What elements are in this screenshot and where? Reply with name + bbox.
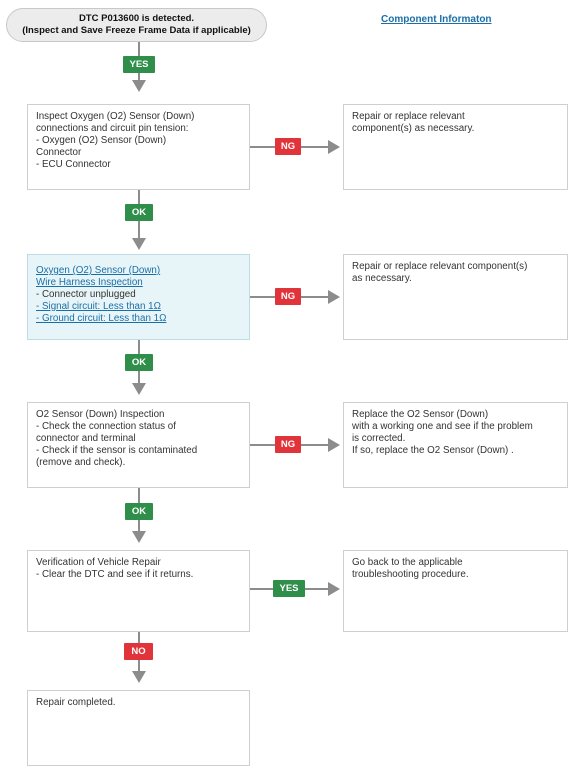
start-title: DTC P013600 is detected. xyxy=(78,13,195,24)
result-line: Repair or replace relevant component(s) xyxy=(352,261,528,272)
step-line: - Oxygen (O2) Sensor (Down) xyxy=(36,135,167,146)
wire-harness-inspection-link[interactable]: Wire Harness Inspection xyxy=(36,277,143,288)
step-line: - Clear the DTC and see if it returns. xyxy=(36,569,194,580)
arrow-down-icon xyxy=(132,383,146,395)
connector xyxy=(250,588,274,590)
arrow-down-icon xyxy=(132,238,146,250)
connector xyxy=(301,296,329,298)
ng-badge: NG xyxy=(275,436,301,453)
step-line: - Check the connection status of xyxy=(36,421,176,432)
result-line: Repair or replace relevant xyxy=(352,111,465,122)
result-box-replace-sensor xyxy=(343,402,568,488)
connector xyxy=(138,340,140,354)
arrow-right-icon xyxy=(328,438,340,452)
step-box-connector-inspection xyxy=(27,104,250,190)
ok-badge: OK xyxy=(125,204,153,221)
connector xyxy=(305,588,329,590)
yes-badge: YES xyxy=(123,56,155,73)
step-line: Inspect Oxygen (O2) Sensor (Down) xyxy=(36,111,195,122)
signal-circuit-link[interactable]: - Signal circuit: Less than 1Ω xyxy=(36,301,161,312)
ok-badge: OK xyxy=(125,503,153,520)
connector xyxy=(301,444,329,446)
step-line: Verification of Vehicle Repair xyxy=(36,557,161,568)
result-line: Go back to the applicable xyxy=(352,557,463,568)
connector xyxy=(138,488,140,504)
result-line: troubleshooting procedure. xyxy=(352,569,469,580)
result-line: If so, replace the O2 Sensor (Down) . xyxy=(352,445,514,456)
step-line: (remove and check). xyxy=(36,457,126,468)
ground-circuit-link[interactable]: - Ground circuit: Less than 1Ω xyxy=(36,313,167,324)
step-line: O2 Sensor (Down) Inspection xyxy=(36,409,165,420)
connector xyxy=(250,444,276,446)
step-box-verification xyxy=(27,550,250,632)
connector xyxy=(301,146,329,148)
step-line: - Connector unplugged xyxy=(36,289,136,300)
ng-badge: NG xyxy=(275,138,301,155)
arrow-down-icon xyxy=(132,531,146,543)
start-node xyxy=(6,8,267,42)
result-box-repair-replace xyxy=(343,254,568,340)
step-line: - Check if the sensor is contaminated xyxy=(36,445,198,456)
connector xyxy=(250,146,276,148)
result-line: Replace the O2 Sensor (Down) xyxy=(352,409,489,420)
step-line: Connector xyxy=(36,147,82,158)
result-line: with a working one and see if the problem xyxy=(352,421,533,432)
arrow-right-icon xyxy=(328,290,340,304)
start-subtitle: (Inspect and Save Freeze Frame Data if applicable) xyxy=(22,25,251,36)
step-box-repair-completed xyxy=(27,690,250,766)
result-box-go-back xyxy=(343,550,568,632)
step-line: connections and circuit pin tension: xyxy=(36,123,189,134)
connector xyxy=(138,190,140,204)
arrow-down-icon xyxy=(132,671,146,683)
arrow-down-icon xyxy=(132,80,146,92)
step-box-wire-harness-inspection xyxy=(27,254,250,340)
arrow-right-icon xyxy=(328,582,340,596)
result-line: as necessary. xyxy=(352,273,412,284)
no-badge: NO xyxy=(124,643,153,660)
ng-badge: NG xyxy=(275,288,301,305)
step-line: connector and terminal xyxy=(36,433,136,444)
step-box-o2-sensor-inspection xyxy=(27,402,250,488)
result-box-repair-replace xyxy=(343,104,568,190)
yes-badge: YES xyxy=(273,580,305,597)
wire-harness-inspection-link[interactable]: Oxygen (O2) Sensor (Down) xyxy=(36,265,161,276)
step-line: Repair completed. xyxy=(36,697,116,708)
ok-badge: OK xyxy=(125,354,153,371)
connector xyxy=(250,296,276,298)
step-line: - ECU Connector xyxy=(36,159,111,170)
result-line: is corrected. xyxy=(352,433,406,444)
connector xyxy=(138,221,140,239)
result-line: component(s) as necessary. xyxy=(352,123,475,134)
component-information-link[interactable]: Component Informaton xyxy=(381,14,492,25)
arrow-right-icon xyxy=(328,140,340,154)
